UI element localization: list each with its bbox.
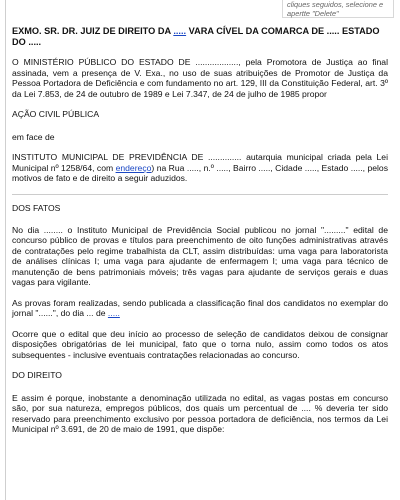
fatos-paragraph-1: No dia ........ o Instituto Municipal de Previdência Social publicou no jornal "........." edital de concurso público de provas e títulos para preenchimento de oito funções administrativas através de contratações pelo regime trabalhista da CLT, assim distribuídas: uma vaga para laboratorista de análises clínicas I; uma vaga para ajudante de enfermagem I; uma vaga para técnico de manutenção de bens patrimoniais móveis; três vagas para ajudante de serviços gerais e duas vagas para vigilante. (12, 225, 388, 288)
party-text-after: ) na Rua ....., n.º ....., Bairro ....., Cidade ....., Estado ....., pelos motivos de fato e de direito a seguir aduzidos. (12, 162, 388, 184)
document-page (5, 0, 394, 500)
em-face-label: em face de (12, 131, 55, 142)
document-heading (12, 26, 388, 47)
document-body (12, 26, 388, 445)
heading-prefix: EXMO. SR. DR. JUIZ DE DIREITO DA (12, 26, 171, 36)
instruction-note: cliques seguidos, selecione e apertte "Delete" (282, 0, 394, 18)
date-blank-link[interactable]: ..... (107, 308, 120, 319)
section-divider (12, 194, 388, 195)
fatos-paragraph-2-text: As provas foram realizadas, sendo publicada a classificação final dos candidatos no exemplar do jornal "......", do dia ... de (12, 297, 388, 319)
action-title: AÇÃO CIVIL PÚBLICA (12, 109, 100, 120)
do-direito-heading: DO DIREITO (12, 370, 62, 381)
heading-suffix: VARA CÍVEL DA COMARCA DE ..... ESTADO DO ..... (12, 26, 380, 47)
party-text-before: INSTITUTO MUNICIPAL DE PREVIDÊNCIA DE .............. autarquia municipal criada pela Lei Municipal nº 1258/64, com (12, 152, 388, 173)
dos-fatos-heading: DOS FATOS (12, 202, 61, 213)
fatos-paragraph-3: Ocorre que o edital que deu início ao processo de seleção de candidatos deixou de consignar disposições obrigatórias de lei municipal, fato que o torna nulo, assim como todos os atos subsequentes - inclusive eventuais contratações relacionadas ao concurso. (12, 328, 388, 360)
party-paragraph (12, 152, 388, 183)
fatos-paragraph-2 (12, 298, 388, 319)
direito-paragraph-1: E assim é porque, inobstante a denominação utilizada no edital, as vagas postas em concurso são, por sua natureza, empregos públicos, dos quais um percentual de .... % deveria ter sido reservado para preenchimento exclusivo por pessoa portadora de deficiência, nos termos da Lei Municipal nº 3.691, de 20 de maio de 1991, que dispõe: (12, 392, 388, 435)
intro-paragraph: O MINISTÉRIO PÚBLICO DO ESTADO DE .................., pela Promotora de Justiça ao final assinada, vem a presença de V. Exa., no uso de suas atribuições de Promotor de Justiça da Pessoa Portadora de Deficiência e com fundamento no art. 129, III da Constituição Federal, art. 3º da Lei 7.853, de 24 de outubro de 1989 e Lei 7.347, de 24 de julho de 1985 propor (12, 57, 388, 99)
address-link[interactable]: endereço (115, 162, 152, 173)
heading-blank-link[interactable]: ..... (173, 26, 187, 36)
